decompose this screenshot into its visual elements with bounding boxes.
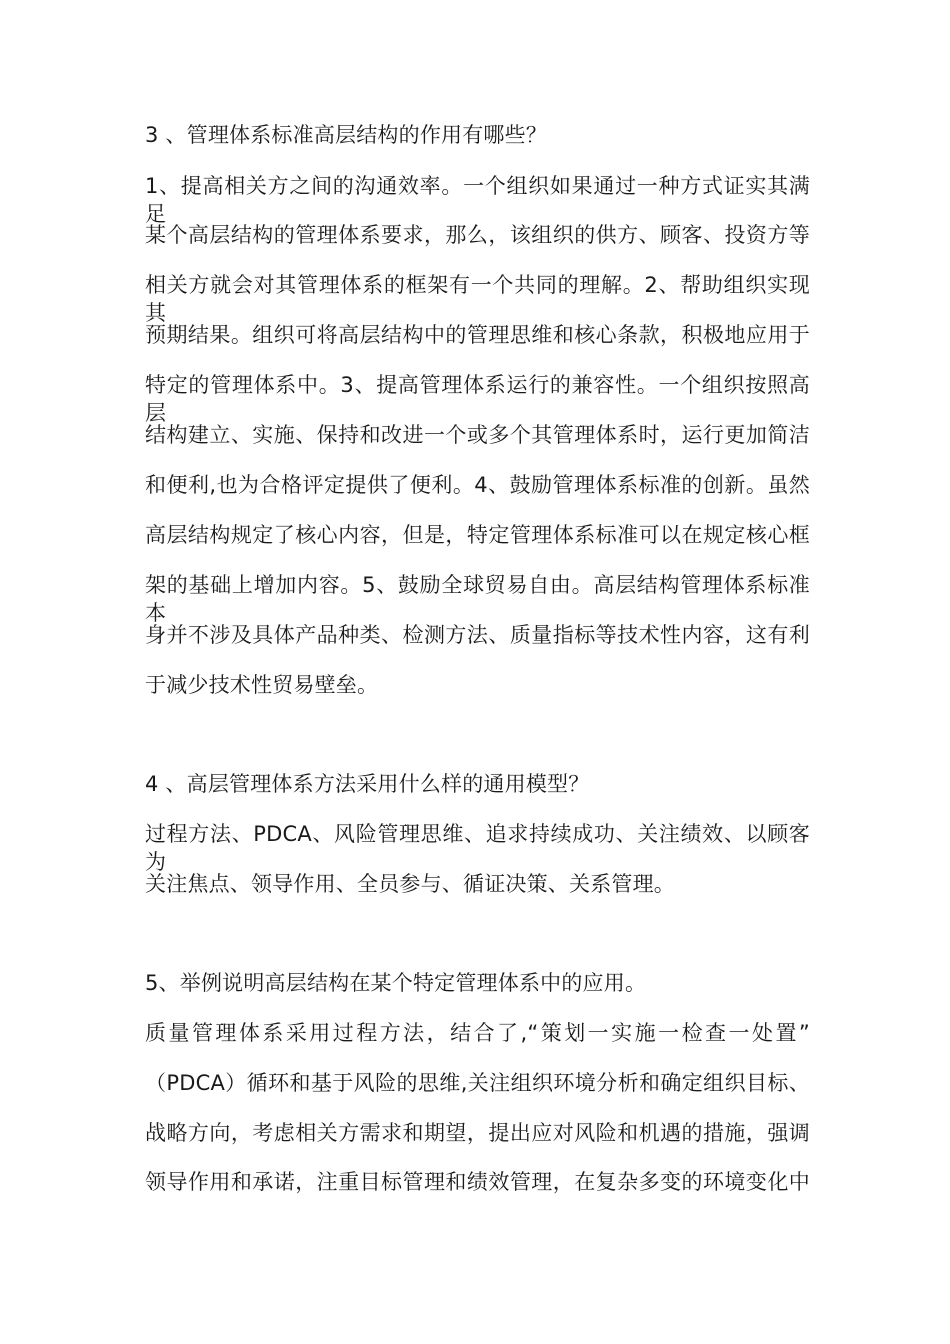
section-4-heading: 4 、高层管理体系方法采用什么样的通用模型？ — [145, 772, 590, 796]
section-5-body-line-4: 领导作用和承诺，注重目标管理和绩效管理，在复杂多变的环境变化中 — [145, 1170, 810, 1194]
section-5-heading: 5、举例说明高层结构在某个特定管理体系中的应用。 — [145, 971, 647, 995]
section-3-body-line-11: 于减少技术性贸易壁垒。 — [145, 673, 379, 697]
section-3-body-line-3: 相关方就会对其管理体系的框架有一个共同的理解。2、帮助组织实现其 — [145, 273, 810, 325]
section-3-body-line-9: 架的基础上增加内容。5、鼓励全球贸易自由。高层结构管理体系标准本 — [145, 573, 810, 625]
section-3-body-line-4: 预期结果。组织可将高层结构中的管理思维和核心条款，积极地应用于 — [145, 323, 810, 347]
section-4-body-line-1: 过程方法、PDCA、风险管理思维、追求持续成功、关注绩效、以顾客为 — [145, 822, 810, 874]
section-3-body-line-8: 高层结构规定了核心内容，但是，特定管理体系标准可以在规定核心框 — [145, 523, 810, 547]
section-3-body-line-10: 身并不涉及具体产品种类、检测方法、质量指标等技术性内容，这有利 — [145, 623, 810, 647]
section-5-body-line-1: 质量管理体系采用过程方法，结合了,“策划一实施一检查一处置” — [145, 1021, 810, 1045]
section-4-body-line-2: 关注焦点、领导作用、全员参与、循证决策、关系管理。 — [145, 872, 675, 896]
section-3-body-line-7: 和便利,也为合格评定提供了便利。4、鼓励管理体系标准的创新。虽然 — [145, 473, 810, 497]
section-3-body-line-2: 某个高层结构的管理体系要求，那么，该组织的供方、顾客、投资方等 — [145, 223, 810, 247]
section-5-body-line-3: 战略方向，考虑相关方需求和期望，提出应对风险和机遇的措施，强调 — [145, 1121, 810, 1145]
section-3-heading: 3 、管理体系标准高层结构的作用有哪些？ — [145, 123, 548, 147]
section-3-body-line-6: 结构建立、实施、保持和改进一个或多个其管理体系时，运行更加简洁 — [145, 423, 810, 447]
section-3-body-line-1: 1、提高相关方之间的沟通效率。一个组织如果通过一种方式证实其满足 — [145, 174, 810, 226]
section-3-body-line-5: 特定的管理体系中。3、提高管理体系运行的兼容性。一个组织按照高层 — [145, 373, 810, 425]
section-5-body-line-2: （PDCA）循环和基于风险的思维,关注组织环境分析和确定组织目标、 — [145, 1071, 810, 1095]
